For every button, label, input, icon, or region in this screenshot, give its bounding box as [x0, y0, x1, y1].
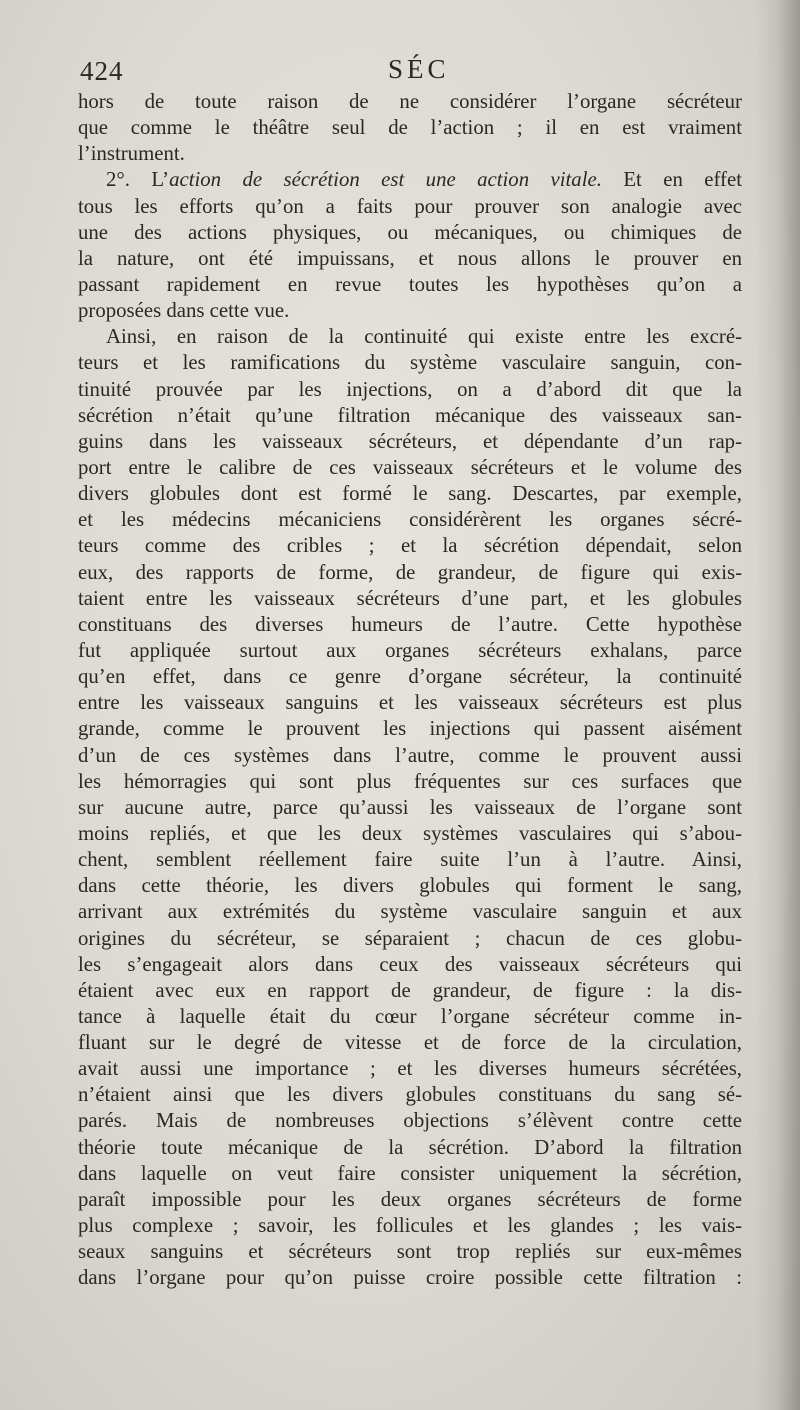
text-line: moins repliés, et que les deux systèmes vasculaires qui s’abou- [78, 821, 742, 845]
text-line: port entre le calibre de ces vaisseaux sécréteurs et le volume des [78, 455, 742, 479]
text-line: arrivant aux extrémités du système vasculaire sanguin et aux [78, 900, 742, 924]
text-line: l’instrument. [78, 142, 185, 166]
text-line: étaient avec eux en rapport de grandeur, de figure : la dis- [78, 978, 742, 1002]
text-line: la nature, ont été impuissans, et nous allons le prouver en [78, 246, 742, 270]
text-line: une des actions physiques, ou mécaniques, ou chimiques de [78, 220, 742, 244]
text-line: tinuité prouvée par les injections, on a d’abord dit que la [78, 377, 742, 401]
text-line: dans cette théorie, les divers globules qui forment le sang, [78, 874, 742, 898]
text-line: proposées dans cette vue. [78, 299, 290, 323]
body-text [78, 89, 742, 1291]
text-line: origines du sécréteur, se séparaient ; chacun de ces globu- [78, 926, 742, 950]
page-number: 424 [80, 56, 124, 86]
text-line: tance à laquelle était du cœur l’organe sécréteur comme in- [78, 1004, 742, 1028]
text-line [78, 167, 742, 193]
text-line: que comme le théâtre seul de l’action ; il en est vraiment [78, 116, 742, 140]
emphasis-text: action de sécrétion est une action vitale. [169, 168, 602, 192]
page-edge-shadow [756, 0, 800, 1410]
text-run: Et en effet [601, 168, 742, 192]
text-line: les hémorragies qui sont plus fréquentes sur ces surfaces que [78, 769, 742, 793]
text-line: teurs et les ramifications du système vasculaire sanguin, con- [78, 351, 742, 375]
text-line: d’un de ces systèmes dans l’autre, comme le prouvent aussi [78, 743, 742, 767]
running-head: SÉC [388, 54, 450, 84]
text-line: passant rapidement en revue toutes les hypothèses qu’on a [78, 272, 742, 296]
text-line: n’étaient ainsi que les divers globules constituans du sang sé- [78, 1083, 742, 1107]
text-line: eux, des rapports de forme, de grandeur, de figure qui exis- [78, 560, 742, 584]
text-line: dans l’organe pour qu’on puisse croire possible cette filtration : [78, 1266, 742, 1290]
text-line: sur aucune autre, parce qu’aussi les vaisseaux de l’organe sont [78, 795, 742, 819]
text-line: entre les vaisseaux sanguins et les vaisseaux sécréteurs est plus [78, 691, 742, 715]
text-line: théorie toute mécanique de la sécrétion. D’abord la filtration [78, 1135, 742, 1159]
text-line: guins dans les vaisseaux sécréteurs, et dépendante d’un rap- [78, 429, 742, 453]
text-line: paraît impossible pour les deux organes sécréteurs de forme [78, 1187, 742, 1211]
text-line: les s’engageait alors dans ceux des vaisseaux sécréteurs qui [78, 952, 742, 976]
text-line: grande, comme le prouvent les injections qui passent aisément [78, 717, 742, 741]
text-line: constituans des diverses humeurs de l’autre. Cette hypothèse [78, 612, 742, 636]
text-line: tous les efforts qu’on a faits pour prouver son analogie avec [78, 194, 742, 218]
text-line: et les médecins mécaniciens considérèrent les organes sécré- [78, 508, 742, 532]
page-header [78, 52, 748, 92]
text-line: sécrétion n’était qu’une filtration mécanique des vaisseaux san- [78, 403, 742, 427]
text-line: fut appliquée surtout aux organes sécréteurs exhalans, parce [78, 638, 742, 662]
text-line: dans laquelle on veut faire consister uniquement la sécrétion, [78, 1161, 742, 1185]
text-line: divers globules dont est formé le sang. Descartes, par exemple, [78, 482, 742, 506]
text-line: fluant sur le degré de vitesse et de force de la circulation, [78, 1031, 742, 1055]
text-line: taient entre les vaisseaux sécréteurs d’une part, et les globules [78, 586, 742, 610]
text-line: plus complexe ; savoir, les follicules et les glandes ; les vais- [78, 1214, 742, 1238]
text-line: chent, semblent réellement faire suite l’un à l’autre. Ainsi, [78, 848, 742, 872]
text-line: seaux sanguins et sécréteurs sont trop repliés sur eux-mêmes [78, 1240, 742, 1264]
text-line: teurs comme des cribles ; et la sécrétion dépendait, selon [78, 534, 742, 558]
text-line: avait aussi une importance ; et les diverses humeurs sécrétées, [78, 1057, 742, 1081]
text-line: hors de toute raison de ne considérer l’organe sécréteur [78, 90, 742, 113]
text-line: parés. Mais de nombreuses objections s’élèvent contre cette [78, 1109, 742, 1133]
text-run: 2°. L’ [106, 168, 170, 192]
text-line: Ainsi, en raison de la continuité qui existe entre les excré- [106, 325, 742, 349]
text-line: qu’en effet, dans ce genre d’organe sécréteur, la continuité [78, 665, 742, 689]
